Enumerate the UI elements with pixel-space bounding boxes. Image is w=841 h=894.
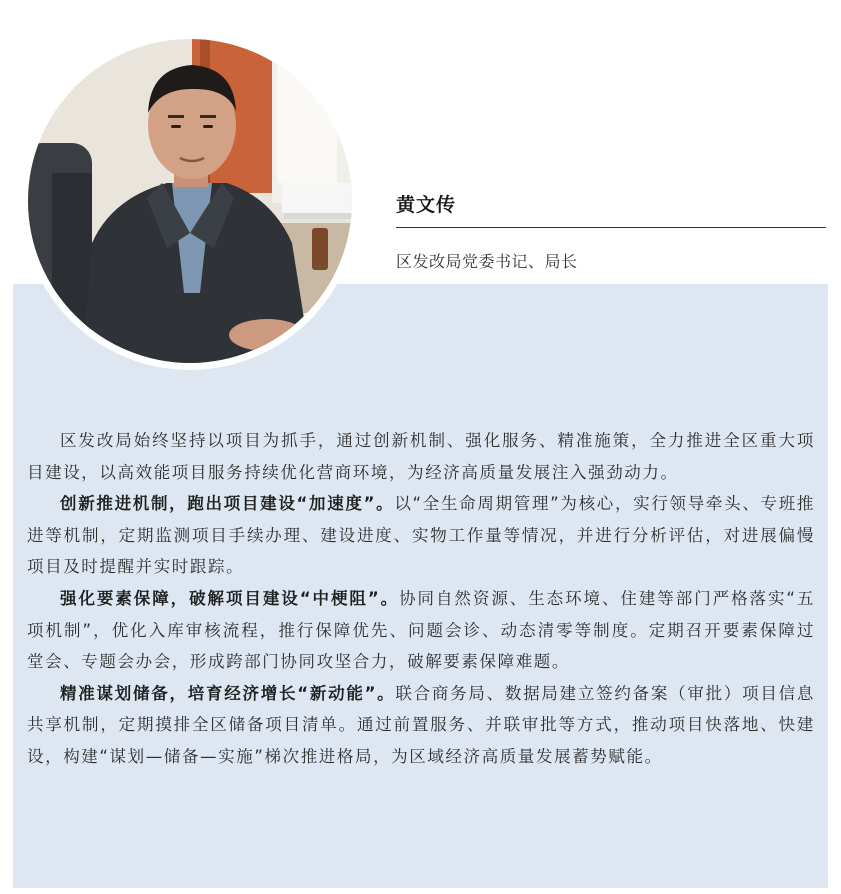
section-paragraph [27,583,815,678]
portrait-illustration [22,33,358,369]
section-heading: 创新推进机制，跑出项目建设“加速度”。 [60,494,395,514]
section-text: 以“全生命周期管理”为核心，实行领导牵头、专班推进等机制，定期监测项目手续办理、建设进度、实物工作量等情况，并进行分析评估，对进展偏慢项目及时提醒并实时跟踪。 [27,494,815,577]
intro-paragraph: 区发改局始终坚持以项目为抓手，通过创新机制、强化服务、精准施策，全力推进全区重大项目建设，以高效能项目服务持续优化营商环境，为经济高质量发展注入强劲动力。 [27,431,815,482]
portrait-photo [22,33,358,369]
section-heading: 精准谋划储备，培育经济增长“新动能”。 [60,683,396,703]
profile-position: 区发改局党委书记、局长 [396,252,578,271]
section-paragraph [27,488,815,583]
profile-name: 黄文传 [396,194,457,216]
section-text: 联合商务局、数据局建立签约备案（审批）项目信息共享机制，定期摸排全区储备项目清单。通过前置服务、并联审批等方式，推动项目快落地、快建设，构建“谋划—储备—实施”梯次推进格局，为区域经济高质量发展蓄势赋能。 [27,683,815,766]
section-text: 协同自然资源、生态环境、住建等部门严格落实“五项机制”，优化入库审核流程，推行保障优先、问题会诊、动态清零等制度。定期召开要素保障过堂会、专题会办会，形成跨部门协同攻坚合力，破解要素保障难题。 [27,588,815,672]
article-body [27,425,815,773]
section-heading: 强化要素保障，破解项目建设“中梗阻”。 [60,588,400,608]
name-divider [396,227,826,228]
section-paragraph [27,678,815,773]
